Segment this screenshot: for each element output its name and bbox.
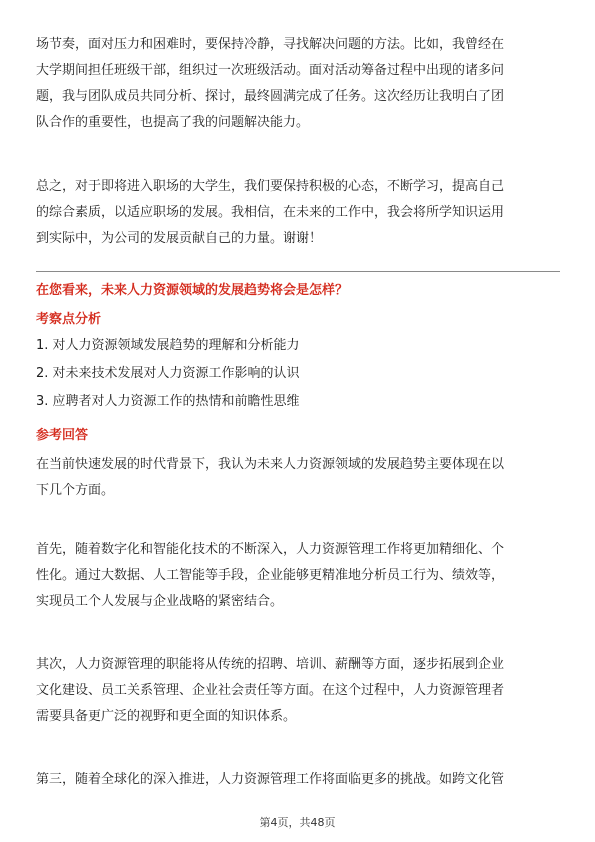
text-line: 在当前快速发展的时代背景下，我认为未来人力资源领域的发展趋势主要体现在以 bbox=[36, 457, 505, 472]
text-line: 到实际中，为公司的发展贡献自己的力量。谢谢！ bbox=[36, 231, 323, 246]
text-line: 性化。通过大数据、人工智能等手段，企业能够更精准地分析员工行为、绩效等， bbox=[36, 568, 505, 583]
analysis-point: 1. 对人力资源领域发展趋势的理解和分析能力 bbox=[36, 338, 300, 353]
text-line: 题，我与团队成员共同分析、探讨，最终圆满完成了任务。这次经历让我明白了团 bbox=[36, 89, 505, 104]
answer-paragraph bbox=[36, 767, 562, 793]
page-number: 第4页，共48页 bbox=[259, 816, 336, 829]
answer-paragraph bbox=[36, 537, 562, 615]
analysis-point: 2. 对未来技术发展对人力资源工作影响的认识 bbox=[36, 366, 300, 381]
answer-paragraph bbox=[36, 452, 562, 504]
text-line: 需要具备更广泛的视野和更全面的知识体系。 bbox=[36, 709, 297, 724]
answer-paragraph bbox=[36, 652, 562, 730]
text-line: 大学期间担任班级干部，组织过一次班级活动。面对活动筹备过程中出现的诸多问 bbox=[36, 63, 505, 78]
text-line: 首先，随着数字化和智能化技术的不断深入，人力资源管理工作将更加精细化、个 bbox=[36, 542, 505, 557]
intro-paragraph bbox=[36, 32, 562, 136]
text-line: 第三，随着全球化的深入推进，人力资源管理工作将面临更多的挑战。如跨文化管 bbox=[36, 772, 505, 787]
text-line: 总之，对于即将进入职场的大学生，我们要保持积极的心态，不断学习，提高自己 bbox=[36, 179, 505, 194]
conclusion-paragraph bbox=[36, 174, 562, 252]
text-line: 其次，人力资源管理的职能将从传统的招聘、培训、薪酬等方面，逐步拓展到企业 bbox=[36, 657, 505, 672]
interview-question: 在您看来，未来人力资源领域的发展趋势将会是怎样？ bbox=[36, 283, 349, 298]
text-line: 实现员工个人发展与企业战略的紧密结合。 bbox=[36, 594, 284, 609]
text-line: 场节奏，面对压力和困难时，要保持冷静，寻找解决问题的方法。比如，我曾经在 bbox=[36, 37, 505, 52]
text-line: 下几个方面。 bbox=[36, 483, 115, 498]
text-line: 的综合素质，以适应职场的发展。我相信，在未来的工作中，我会将所学知识运用 bbox=[36, 205, 505, 220]
text-line: 队合作的重要性，也提高了我的问题解决能力。 bbox=[36, 115, 310, 130]
text-line: 文化建设、员工关系管理、企业社会责任等方面。在这个过程中，人力资源管理者 bbox=[36, 683, 505, 698]
analysis-point: 3. 应聘者对人力资源工作的热情和前瞻性思维 bbox=[36, 394, 300, 409]
section-divider bbox=[36, 271, 560, 272]
analysis-heading: 考察点分析 bbox=[36, 312, 102, 327]
answer-heading: 参考回答 bbox=[36, 428, 89, 443]
